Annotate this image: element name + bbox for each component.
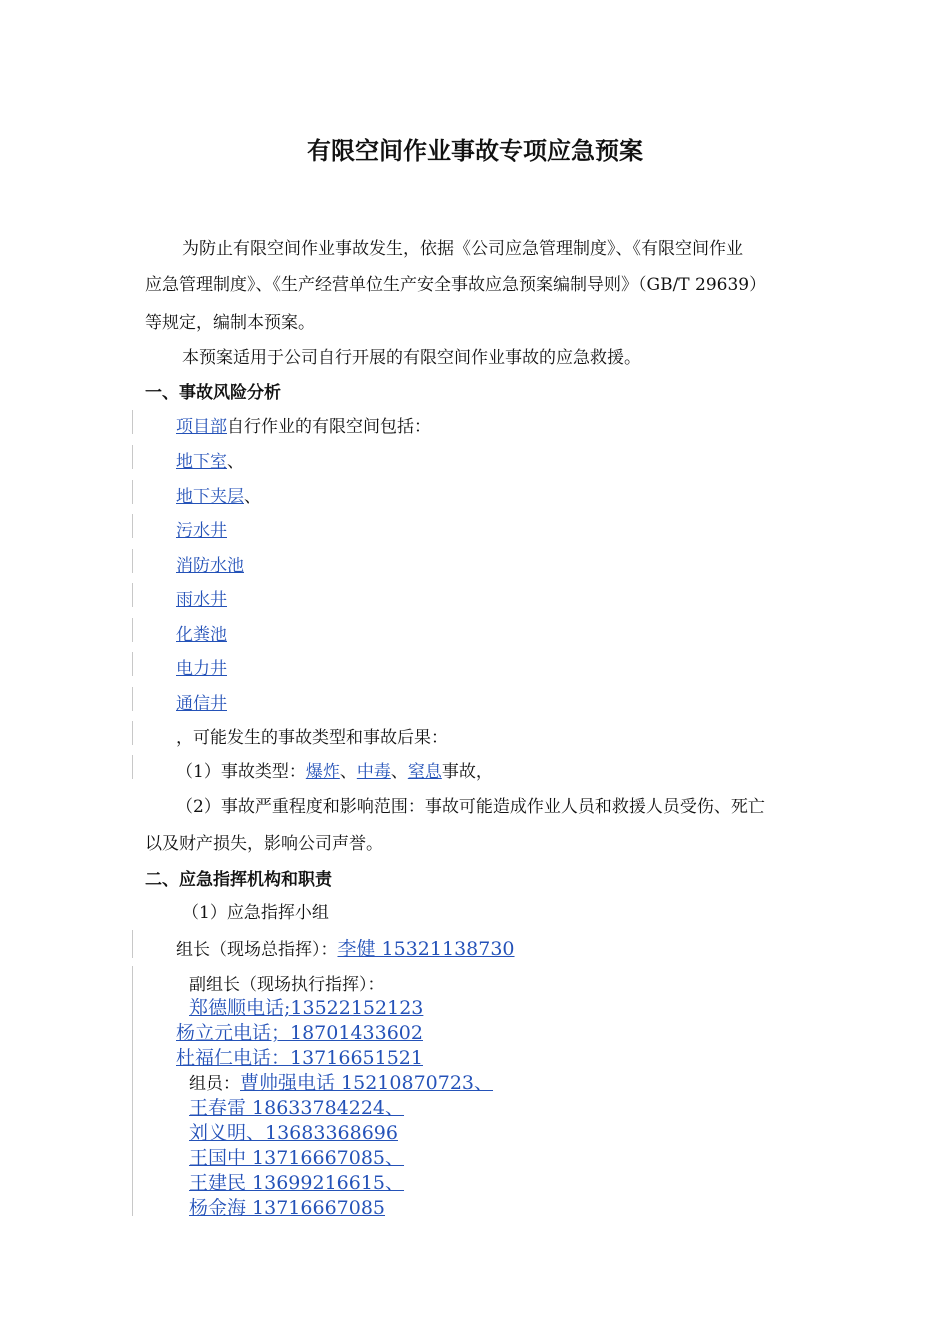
type-link-explosion[interactable]: 爆炸 [305, 762, 340, 782]
revision-bar [132, 410, 133, 434]
space-item [176, 654, 227, 679]
space-item [176, 551, 244, 576]
section1-heading: 一、事故风险分析 [145, 383, 281, 403]
space-link[interactable]: 污水井 [176, 521, 227, 541]
space-link[interactable]: 地下室 [176, 452, 227, 472]
accident-types-line: （1）事故类型：爆炸、中毒、窒息事故， [176, 762, 493, 782]
revision-bar [132, 549, 133, 573]
section2-heading: 二、应急指挥机构和职责 [145, 870, 332, 890]
severity-line-1: （2）事故严重程度和影响范围：事故可能造成作业人员和救援人员受伤、死亡 [176, 797, 765, 817]
revision-bar [132, 652, 133, 676]
revision-bar [132, 755, 133, 779]
revision-bar [132, 445, 133, 469]
intro-line-3: 等规定，编制本预案。 [145, 313, 315, 333]
revision-bar [132, 687, 133, 711]
member-link[interactable]: 刘义明、13683368696 [189, 1122, 398, 1144]
revision-bar [132, 721, 133, 745]
member-link[interactable]: 王国中 13716667085、 [189, 1147, 405, 1169]
deputy-link[interactable]: 郑德顺电话;13522152123 [189, 997, 424, 1019]
leader-line: 组长（现场总指挥）：李健 15321138730 [176, 938, 515, 960]
member-link[interactable]: 王春雷 18633784224、 [189, 1097, 405, 1119]
space-link[interactable]: 电力井 [176, 659, 227, 679]
space-item [176, 620, 227, 645]
document-title: 有限空间作业事故专项应急预案 [307, 136, 643, 165]
space-item [176, 516, 227, 541]
revision-bar [132, 480, 133, 504]
leader-link[interactable]: 李健 15321138730 [337, 938, 515, 960]
space-link[interactable]: 通信井 [176, 694, 227, 714]
command-group-subheading: （1）应急指挥小组 [182, 903, 329, 923]
space-item: 地下夹层、 [176, 487, 261, 507]
space-item [176, 689, 227, 714]
dept-link[interactable]: 项目部 [176, 417, 227, 437]
type-link-suffocation[interactable]: 窒息 [407, 762, 442, 782]
revision-bar [132, 618, 133, 642]
dept-text: 自行作业的有限空间包括： [227, 417, 431, 437]
revision-bar [132, 514, 133, 538]
members-line: 组员：曹帅强电话 15210870723、 [189, 1072, 494, 1094]
revision-bar [132, 966, 133, 1216]
intro-scope: 本预案适用于公司自行开展的有限空间作业事故的应急救援。 [182, 348, 641, 368]
member-link[interactable]: 王建民 13699216615、 [189, 1172, 405, 1194]
dept-line [176, 412, 431, 437]
space-item [176, 585, 227, 610]
space-item: 地下室、 [176, 452, 244, 472]
intro-line-2: 应急管理制度》、《生产经营单位生产安全事故应急预案编制导则》（GB/T 29639） [145, 275, 767, 295]
deputy-link[interactable]: 杨立元电话；18701433602 [176, 1022, 423, 1044]
deputy-label: 副组长（现场执行指挥）： [189, 975, 385, 995]
revision-bar [132, 583, 133, 607]
space-link[interactable]: 化粪池 [176, 625, 227, 645]
consequence-intro: ，可能发生的事故类型和事故后果： [176, 728, 448, 748]
space-link[interactable]: 消防水池 [176, 556, 244, 576]
deputy-link[interactable]: 杜福仁电话：13716651521 [176, 1047, 423, 1069]
space-link[interactable]: 地下夹层 [176, 487, 244, 507]
member-link[interactable]: 曹帅强电话 15210870723、 [240, 1072, 494, 1094]
severity-line-2: 以及财产损失，影响公司声誉。 [145, 834, 383, 854]
intro-line-1: 为防止有限空间作业事故发生，依据《公司应急管理制度》、《有限空间作业 [182, 239, 743, 259]
member-link[interactable]: 杨金海 13716667085 [189, 1197, 386, 1219]
space-link[interactable]: 雨水井 [176, 590, 227, 610]
type-link-poisoning[interactable]: 中毒 [356, 762, 391, 782]
revision-bar [132, 930, 133, 958]
